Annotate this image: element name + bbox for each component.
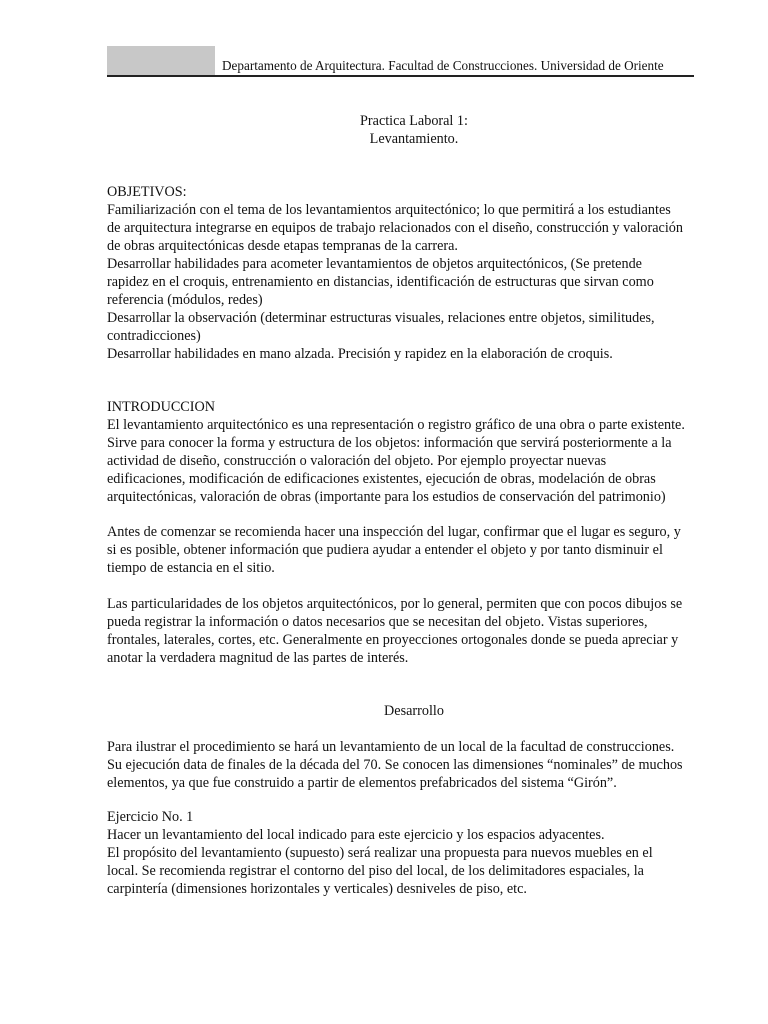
document-title [0, 112, 768, 148]
ejercicio-section [107, 808, 727, 898]
objetivos-line: rapidez en el croquis, entrenamiento en distancias, identificación de estructuras que sirvan como [107, 274, 654, 290]
page-header [107, 46, 694, 77]
objetivos-line: contradicciones) [107, 328, 201, 344]
ejercicio-heading: Ejercicio No. 1 [107, 809, 194, 825]
paragraph-line: pueda registrar la información o datos necesarios que se necesitan del objeto. Vistas superiores, [107, 614, 648, 630]
ejercicio-line: local. Se recomienda registrar el contorno del piso del local, de los delimitadores espaciales, la [107, 863, 644, 879]
title-line-2: Levantamiento. [369, 131, 459, 147]
objetivos-line: referencia (módulos, redes) [107, 292, 263, 308]
paragraph-line: Antes de comenzar se recomienda hacer una inspección del lugar, confirmar que el lugar es seguro, y [107, 524, 681, 540]
objetivos-heading: OBJETIVOS: [107, 184, 187, 200]
ejercicio-line: Hacer un levantamiento del local indicado para este ejercicio y los espacios adyacentes. [107, 827, 605, 843]
paragraph-line: frontales, laterales, cortes, etc. Generalmente en proyecciones ortogonales donde se pueda apreciar y [107, 632, 679, 648]
introduccion-line: arquitectónicas, valoración de obras (importante para los estudios de conservación del patrimonio) [107, 489, 666, 505]
objetivos-line: de arquitectura integrarse en equipos de trabajo relacionados con el diseño, construcción y valoración [107, 220, 683, 236]
desarrollo-paragraph [107, 738, 727, 792]
paragraph-line: Para ilustrar el procedimiento se hará un levantamiento de un local de la facultad de construcciones. [107, 739, 675, 755]
objetivos-line: Desarrollar habilidades en mano alzada. Precisión y rapidez en la elaboración de croquis. [107, 346, 613, 362]
paragraph-line: tiempo de estancia en el sitio. [107, 560, 275, 576]
paragraph-line: Su ejecución data de finales de la década del 70. Se conocen las dimensiones “nominales” de muchos [107, 757, 683, 773]
desarrollo-heading-text: Desarrollo [384, 703, 444, 719]
objetivos-line: Desarrollar la observación (determinar estructuras visuales, relaciones entre objetos, similitudes, [107, 310, 655, 326]
paragraph-line: anotar la verdadera magnitud de las partes de interés. [107, 650, 409, 666]
introduccion-line: El levantamiento arquitectónico es una representación o registro gráfico de una obra o parte existente. [107, 417, 685, 433]
objetivos-line: Desarrollar habilidades para acometer levantamientos de objetos arquitectónicos, (Se pretende [107, 256, 642, 272]
desarrollo-heading [0, 702, 768, 720]
paragraph-line: si es posible, obtener información que pudiera ayudar a entender el objeto y por tanto disminuir el [107, 542, 663, 558]
paragraph-line: Las particularidades de los objetos arquitectónicos, por lo general, permiten que con pocos dibujos se [107, 596, 683, 612]
objetivos-section [107, 183, 727, 363]
header-text: Departamento de Arquitectura. Facultad de Construcciones. Universidad de Oriente [222, 58, 664, 73]
introduccion-heading: INTRODUCCION [107, 399, 215, 415]
header-rule [107, 75, 694, 77]
objetivos-line: de obras arquitectónicas desde etapas tempranas de la carrera. [107, 238, 458, 254]
paragraph-line: elementos, ya que fue construido a partir de elementos prefabricados del sistema “Girón”. [107, 775, 617, 791]
introduccion-line: actividad de diseño, construcción o valoración del objeto. Por ejemplo proyectar nuevas [107, 453, 607, 469]
ejercicio-line: El propósito del levantamiento (supuesto) será realizar una propuesta para nuevos muebles en el [107, 845, 653, 861]
ejercicio-line: carpintería (dimensiones horizontales y verticales) desniveles de piso, etc. [107, 881, 527, 897]
title-line-1: Practica Laboral 1: [360, 113, 468, 129]
objetivos-line: Familiarización con el tema de los levantamientos arquitectónico; lo que permitirá a los estudiantes [107, 202, 671, 218]
introduccion-paragraph-3 [107, 595, 727, 667]
introduccion-paragraph-2 [107, 523, 727, 577]
header-gray-block [107, 46, 215, 75]
introduccion-line: edificaciones, modificación de edificaciones existentes, ejecución de obras, modelación de obras [107, 471, 656, 487]
introduccion-section [107, 398, 727, 506]
introduccion-line: Sirve para conocer la forma y estructura de los objetos: información que servirá posteriormente a la [107, 435, 672, 451]
